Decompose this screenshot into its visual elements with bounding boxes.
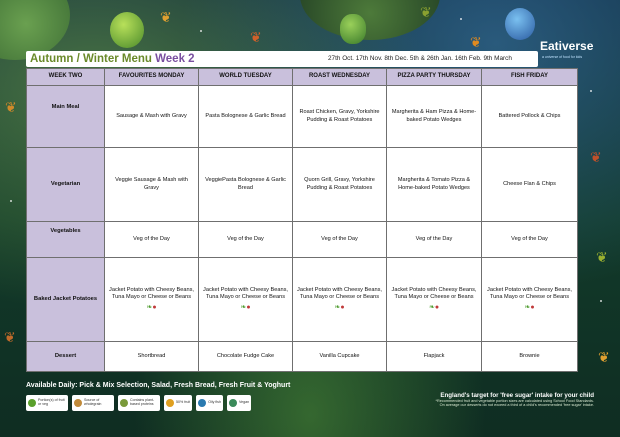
- menu-cell: Quorn Grill, Gravy, Yorkshire Pudding & Roast Potatoes: [293, 148, 387, 222]
- table-row: [27, 222, 578, 258]
- protein-icon: ●: [530, 304, 535, 312]
- logo-tagline: a universe of food for kids: [542, 55, 583, 59]
- leaf-icon: ❦: [4, 329, 16, 345]
- available-daily-text: Available Daily: Pick & Mix Selection, Salad, Fresh Bread, Fresh Fruit & Yoghurt: [26, 382, 291, 389]
- leaf-icon: ❦: [420, 4, 432, 20]
- table-row: [27, 148, 578, 222]
- eativerse-logo: [540, 37, 610, 67]
- row-label: Vegetables: [27, 222, 105, 258]
- target-line: *Recommended fruit and vegetable portion sizes are calculated using School Food Standards.: [435, 399, 594, 403]
- menu-header: [26, 51, 538, 67]
- menu-cell: Margherita & Tomato Pizza & Home-baked Potato Wedges: [387, 148, 482, 222]
- key-label: 50% fruit: [176, 400, 191, 405]
- key-fruit: [164, 395, 192, 411]
- menu-cell: [482, 258, 578, 342]
- wholegrain-icon: [74, 399, 82, 407]
- cell-text: Jacket Potato with Cheesy Beans, Tuna Mayo or Cheese or Beans: [109, 286, 194, 300]
- menu-cell: Vanilla Cupcake: [293, 342, 387, 372]
- key-fruit-veg: [26, 395, 68, 411]
- menu-cell: Roast Chicken, Gravy, Yorkshire Pudding & Roast Potatoes: [293, 86, 387, 148]
- table-row: [27, 86, 578, 148]
- key-label: Portion(s) of fruit or veg: [38, 398, 65, 406]
- column-header: FAVOURITES MONDAY: [105, 69, 199, 86]
- menu-cell: Veggie Sausage & Mash with Gravy: [105, 148, 199, 222]
- mascot-icon: [505, 8, 535, 40]
- menu-cell: Sausage & Mash with Gravy: [105, 86, 199, 148]
- menu-cell: Veg of the Day: [199, 222, 293, 258]
- protein-icon: ●: [434, 304, 440, 312]
- vegan-icon: [229, 399, 237, 407]
- mascot-icon: [340, 14, 366, 44]
- key-oily-fish: [196, 395, 223, 411]
- leaf-icon: ❦: [5, 99, 17, 115]
- leaf-icon: ❦: [470, 34, 482, 50]
- leaf-icon: ❦: [598, 349, 610, 365]
- menu-cell: Veg of the Day: [387, 222, 482, 258]
- menu-cell: Margherita & Ham Pizza & Home-baked Potato Wedges: [387, 86, 482, 148]
- row-label: Main Meal: [27, 86, 105, 148]
- menu-cell: [199, 258, 293, 342]
- table-header-row: [27, 69, 578, 86]
- menu-cell: [105, 258, 199, 342]
- sugar-target-note: [294, 392, 594, 407]
- title-main: Autumn / Winter Menu: [30, 53, 152, 65]
- fruit-veg-icon: ❧: [334, 304, 341, 312]
- column-header: PIZZA PARTY THURSDAY: [387, 69, 482, 86]
- menu-cell: Chocolate Fudge Cake: [199, 342, 293, 372]
- fruit-veg-icon: ❧: [146, 304, 153, 312]
- leaf-icon: ❦: [590, 149, 602, 165]
- title-week: Week 2: [155, 53, 195, 65]
- logo-name: Eativerse: [540, 39, 594, 53]
- fruit-veg-icon: [28, 399, 36, 407]
- target-line: On average our desserts do not exceed a third of a child's recommended 'free sugar' intake.: [439, 403, 594, 407]
- menu-cell: Battered Pollock & Chips: [482, 86, 578, 148]
- protein-icon: ●: [340, 304, 345, 312]
- menu-cell: VeggiePasta Bolognese & Garlic Bread: [199, 148, 293, 222]
- key-wholegrain: [72, 395, 114, 411]
- row-label: Vegetarian: [27, 148, 105, 222]
- menu-cell: [293, 258, 387, 342]
- mascot-icon: [110, 12, 144, 48]
- menu-cell: Pasta Bolognese & Garlic Bread: [199, 86, 293, 148]
- key-label: Source of wholegrain: [84, 398, 102, 406]
- fish-icon: [198, 399, 206, 407]
- leaf-icon: ❦: [596, 249, 608, 265]
- menu-cell: Flapjack: [387, 342, 482, 372]
- column-header: FISH FRIDAY: [482, 69, 578, 86]
- cell-text: Jacket Potato with Cheesy Beans, Tuna Mayo or Cheese or Beans: [297, 286, 382, 300]
- leaf-icon: ❦: [160, 9, 172, 25]
- leaf-icon: ❦: [250, 29, 262, 45]
- protein-icon: ●: [246, 304, 251, 312]
- key-label: Vegan: [238, 400, 250, 405]
- menu-table: [26, 68, 578, 372]
- fruit-icon: [166, 399, 174, 407]
- menu-cell: Veg of the Day: [105, 222, 199, 258]
- fruit-veg-icon: ❧: [524, 304, 531, 312]
- protein-icon: ●: [152, 304, 157, 312]
- menu-cell: Brownie: [482, 342, 578, 372]
- menu-dates: 27th Oct. 17th Nov. 8th Dec. 5th & 26th Jan. 16th Feb. 9th March: [328, 55, 512, 62]
- table-row: [27, 342, 578, 372]
- key-label: Oily fish: [208, 400, 221, 405]
- column-header: ROAST WEDNESDAY: [293, 69, 387, 86]
- menu-cell: [387, 258, 482, 342]
- cell-text: Jacket Potato with Cheesy Beans, Tuna Mayo or Cheese or Beans: [487, 286, 572, 300]
- key-vegan: [227, 395, 251, 411]
- menu-cell: Veg of the Day: [482, 222, 578, 258]
- cell-text: Jacket Potato with Cheesy Beans, Tuna Mayo or Cheese or Beans: [203, 286, 288, 300]
- menu-cell: Shortbread: [105, 342, 199, 372]
- fruit-veg-icon: ❧: [240, 304, 247, 312]
- key-label: Contains plant-based proteins: [130, 398, 155, 406]
- menu-cell: Cheese Flan & Chips: [482, 148, 578, 222]
- key-plant-protein: [118, 395, 160, 411]
- fruit-veg-icon: ❧: [428, 304, 435, 312]
- row-label: Dessert: [27, 342, 105, 372]
- page-title: [30, 51, 195, 67]
- nutrition-key: [26, 395, 251, 413]
- menu-cell: Veg of the Day: [293, 222, 387, 258]
- column-header: WEEK TWO: [27, 69, 105, 86]
- plant-protein-icon: [120, 399, 128, 407]
- column-header: WORLD TUESDAY: [199, 69, 293, 86]
- table-row: [27, 258, 578, 342]
- planet-icon: [300, 0, 440, 40]
- row-label: Baked Jacket Potatoes: [27, 258, 105, 342]
- cell-text: Jacket Potato with Cheesy Beans, Tuna Mayo or Cheese or Beans: [391, 286, 477, 300]
- target-title: England's target for 'free sugar' intake for your child: [440, 392, 594, 399]
